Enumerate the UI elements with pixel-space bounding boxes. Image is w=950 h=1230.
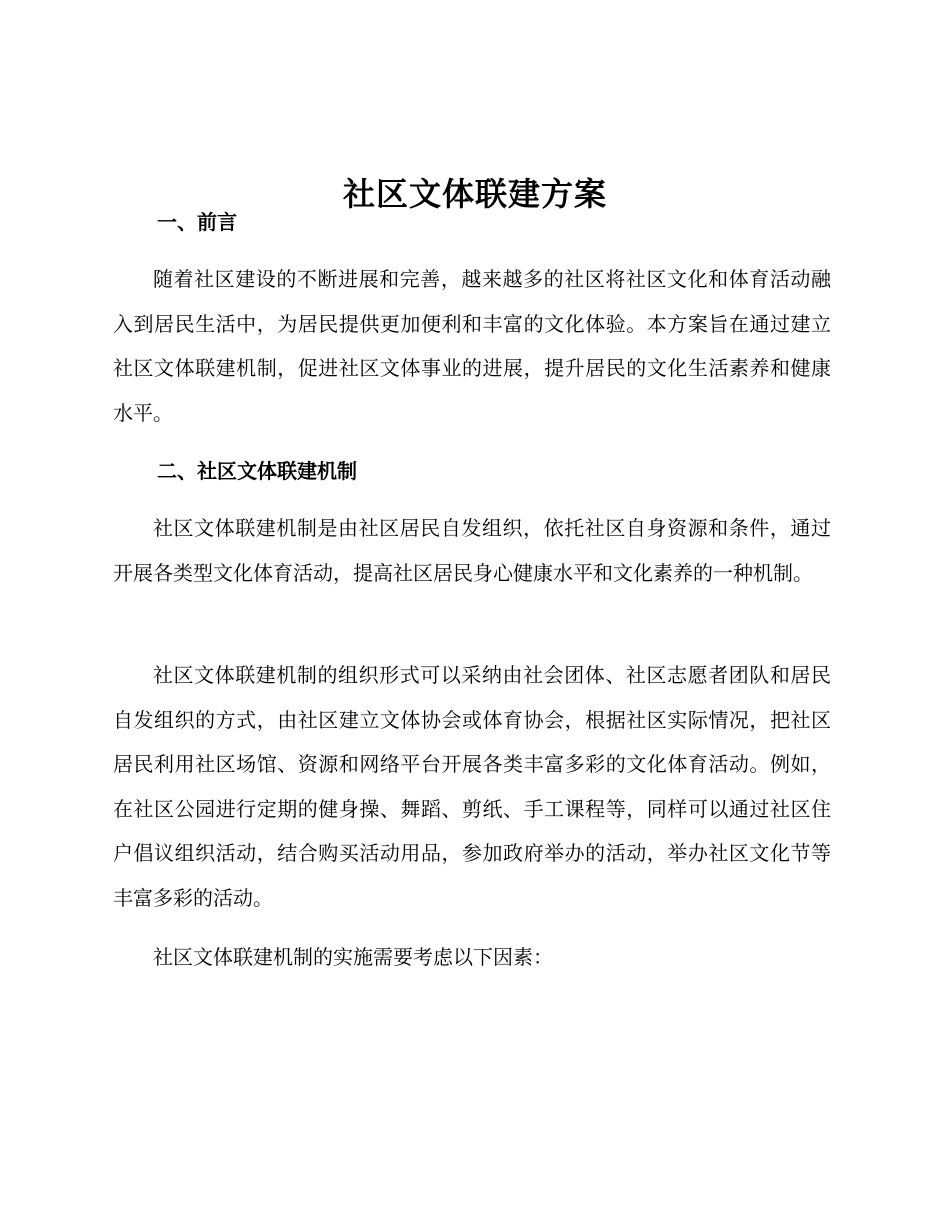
- section-heading-preface: 一、前言: [157, 210, 237, 234]
- paragraph-preface: 随着社区建设的不断进展和完善，越来越多的社区将社区文化和体育活动融入到居民生活中，为居民提供更加便利和丰富的文化体验。本方案旨在通过建立社区文体联建机制，促进社区文体事业的进展，提升居民的文化生活素养和健康水平。: [113, 267, 831, 425]
- paragraph-mechanism-factors: 社区文体联建机制的实施需要考虑以下因素：: [153, 945, 553, 969]
- paragraph-mechanism-definition: 社区文体联建机制是由社区居民自发组织，依托社区自身资源和条件，通过开展各类型文化体育活动，提高社区居民身心健康水平和文化素养的一种机制。: [113, 516, 831, 585]
- document-title: 社区文体联建方案: [342, 175, 607, 214]
- paragraph-mechanism-organization: 社区文体联建机制的组织形式可以采纳由社会团体、社区志愿者团队和居民自发组织的方式，由社区建立文体协会或体育协会，根据社区实际情况，把社区居民利用社区场馆、资源和网络平台开展各类丰富多彩的文化体育活动。例如，在社区公园进行定期的健身操、舞蹈、剪纸、手工课程等，同样可以通过社区住户倡议组织活动，结合购买活动用品，参加政府举办的活动，举办社区文化节等丰富多彩的活动。: [113, 663, 831, 910]
- section-heading-mechanism: 二、社区文体联建机制: [157, 459, 357, 483]
